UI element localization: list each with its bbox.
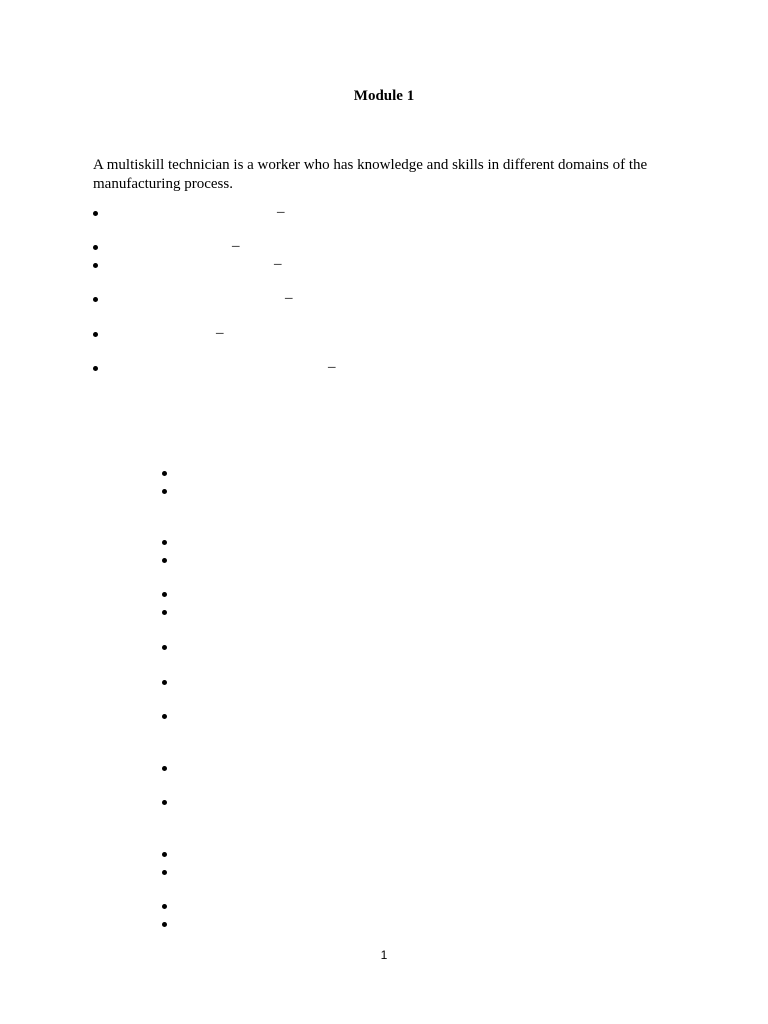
list-item bbox=[162, 846, 167, 862]
bullet-icon bbox=[162, 471, 167, 476]
list-item bbox=[162, 674, 167, 690]
list-item bbox=[93, 239, 98, 255]
list-item bbox=[162, 864, 167, 880]
list-item bbox=[93, 205, 98, 221]
bullet-icon bbox=[162, 904, 167, 909]
bullet-icon bbox=[162, 645, 167, 650]
list-item bbox=[93, 291, 98, 307]
list-item-dash: – bbox=[274, 256, 282, 272]
bullet-icon bbox=[93, 211, 98, 216]
bullet-icon bbox=[162, 680, 167, 685]
list-item bbox=[93, 360, 98, 376]
list-item-dash: – bbox=[277, 204, 285, 220]
list-item-dash: – bbox=[285, 290, 293, 306]
list-item bbox=[162, 794, 167, 810]
list-item-dash: – bbox=[232, 238, 240, 254]
list-item-dash: – bbox=[328, 359, 336, 375]
bullet-icon bbox=[93, 366, 98, 371]
bullet-icon bbox=[162, 852, 167, 857]
bullet-icon bbox=[162, 592, 167, 597]
bullet-icon bbox=[93, 297, 98, 302]
page-title: Module 1 bbox=[353, 88, 415, 104]
intro-paragraph: A multiskill technician is a worker who has knowledge and skills in different domains of the manufacturing process. bbox=[93, 157, 648, 192]
list-item bbox=[162, 465, 167, 481]
list-item bbox=[162, 586, 167, 602]
list-item bbox=[162, 916, 167, 932]
bullet-icon bbox=[162, 800, 167, 805]
list-item-dash: – bbox=[216, 325, 224, 341]
bullet-icon bbox=[93, 263, 98, 268]
bullet-icon bbox=[162, 489, 167, 494]
list-item bbox=[162, 483, 167, 499]
list-item bbox=[93, 326, 98, 342]
bullet-icon bbox=[162, 714, 167, 719]
list-item bbox=[93, 257, 98, 273]
bullet-icon bbox=[162, 870, 167, 875]
list-item bbox=[162, 898, 167, 914]
list-item bbox=[162, 708, 167, 724]
bullet-icon bbox=[162, 766, 167, 771]
page-number: 1 bbox=[380, 948, 388, 962]
bullet-icon bbox=[162, 922, 167, 927]
list-item bbox=[162, 639, 167, 655]
list-item bbox=[162, 760, 167, 776]
list-item bbox=[162, 534, 167, 550]
bullet-icon bbox=[93, 245, 98, 250]
bullet-icon bbox=[93, 332, 98, 337]
bullet-icon bbox=[162, 558, 167, 563]
list-item bbox=[162, 604, 167, 620]
list-item bbox=[162, 552, 167, 568]
bullet-icon bbox=[162, 610, 167, 615]
bullet-icon bbox=[162, 540, 167, 545]
